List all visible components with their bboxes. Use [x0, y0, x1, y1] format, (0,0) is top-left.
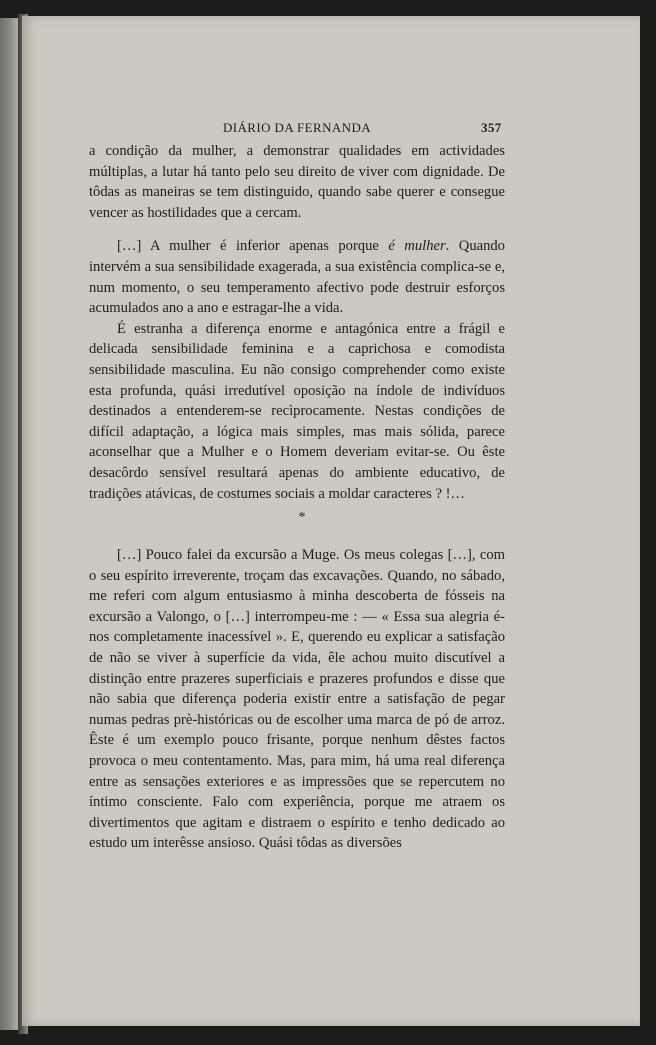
paragraph-excursao: […] Pouco falei da excursão a Muge. Os meus colegas […], com o seu espírito irreverente, troçam das excavações. Quando, no sábado, me referi com algum entusiasmo à minha descoberta de fósseis na excursão a Valongo, o […] interrompeu-me : — « Essa sua alegria é-nos completamente inacessível ». E, querendo eu explicar a satisfação de não se viver à superfície da vida, êle achou muito discutível a distinção entre prazeres superficiais e prazeres profundos e disse que não sabia que diferença poderia existir entre a satisfação de pegar numas pedras prè-históricas ou de escolher uma marca de pó de arroz. Êste é um exemplo pouco frisante, porque nenhum dêstes factos provoca o meu contentamento. Mas, para mim, há uma real diferença entre as sensações exteriores e as impressões que se repercutem no íntimo consciente. Falo com experiência, porque me atraem os divertimentos que agitam e distraem o espírito e tenho dedicado ao estudo um interêsse ansioso. Quási tôdas as diversões — [89, 547, 505, 852]
paragraph-sensibilidade: É estranha a diferença enorme e antagónica entre a frágil e delicada sensibilidade feminina e a caprichosa e comodista sensibilidade masculina. Eu não consigo comprehender como existe esta profunda, quási irredutível oposição na índole de indivíduos destinados a entenderem-se recìprocamente. Nestas condições de difícil adaptação, a lógica mais simples, mas mais sólida, parece aconselhar que a Mulher e o Homem deveriam evitar-se. Ou êste desacôrdo sensível resultará apenas do ambiente educativo, de tradições atávicas, de costumes sociais a moldar caracteres ? !… — [89, 320, 505, 502]
paragraph-text: […] A mulher é inferior apenas porque — [117, 238, 389, 255]
paragraph-continuation: a condição da mulher, a demonstrar qualidades em actividades múltiplas, a lutar há tanto pelo seu direito de viver com dignidade. De tôdas as maneiras se tem distinguido, quando sabe querer e consegue vencer as hostilidades que a cercam. — [89, 143, 505, 221]
body-text — [89, 141, 505, 854]
running-title: DIÁRIO DA FERNANDA — [223, 120, 372, 135]
emphasis-text: é mulher — [388, 238, 446, 255]
section-gap — [89, 528, 505, 545]
section-separator: * — [298, 510, 306, 526]
paragraph-text: . Quando intervém a sua sensibilidade exagerada, a sua existência complica-se e, num momento, o seu temperamento afectivo pode destruir esforços acumulados ano a ano e estragar-lhe a vida. — [89, 238, 505, 317]
paragraph-gap — [89, 223, 505, 236]
book-page — [22, 16, 640, 1026]
paragraph-mulher — [89, 236, 505, 318]
page-number: 357 — [481, 120, 502, 135]
